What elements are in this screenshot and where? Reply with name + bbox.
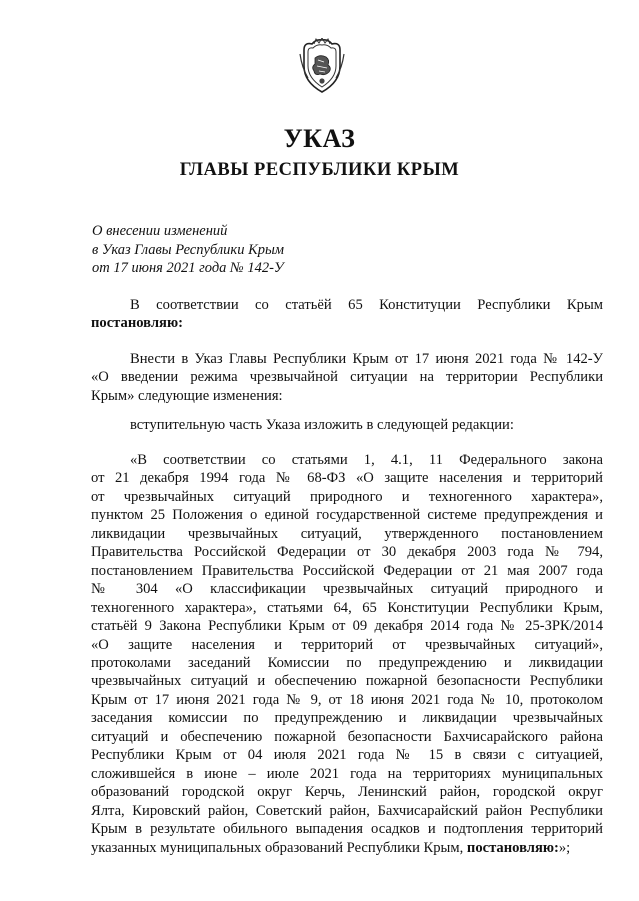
quote-line: от чрезвычайных ситуаций природного и техногенного характера», bbox=[91, 488, 603, 505]
subject-line: О внесении изменений bbox=[92, 223, 228, 239]
preamble-line: В соответствии со статьёй 65 Конституции Республики Крым bbox=[130, 297, 603, 313]
amendment-line: Внести в Указ Главы Республики Крым от 17 июня 2021 года № 142-У bbox=[130, 351, 603, 367]
quote-line: статьёй 9 Закона Республики Крым от 09 декабря 2014 года № 25-ЗРК/2014 bbox=[91, 618, 603, 635]
quote-line: «О защите населения и территорий от чрезвычайных ситуаций», bbox=[91, 636, 603, 653]
quote-line: от 21 декабря 1994 года № 68-ФЗ «О защите населения и территорий bbox=[91, 470, 603, 487]
coat-of-arms-emblem bbox=[298, 38, 346, 94]
quote-line: протоколами заседаний Комиссии по предупреждению и ликвидации bbox=[91, 654, 603, 671]
quote-line: Правительства Российской Федерации от 30 декабря 2003 года № 794, bbox=[91, 544, 603, 561]
quote-line: № 304 «О классификации чрезвычайных ситуаций природного и bbox=[91, 581, 603, 598]
quote-line: ликвидации чрезвычайных ситуаций, утвержденного постановлением bbox=[91, 525, 603, 542]
intro-paragraph bbox=[91, 416, 603, 434]
document-subtitle: ГЛАВЫ РЕСПУБЛИКИ КРЫМ bbox=[179, 160, 460, 180]
quote-line: Республики Крым от 04 июля 2021 года № 15 в связи с ситуацией, bbox=[91, 747, 603, 764]
quote-line: Крым в результате обильного выпадения осадков и подтопления территорий bbox=[91, 821, 603, 838]
quote-line: «В соответствии со статьями 1, 4.1, 11 Федерального закона bbox=[130, 452, 603, 468]
quote-line: ситуаций и обеспечению пожарной безопасности Бахчисарайского района bbox=[91, 728, 603, 745]
decree-word: постановляю: bbox=[91, 315, 183, 332]
quote-line: сложившейся в июне – июле 2021 года на территориях муниципальных bbox=[91, 765, 603, 782]
quote-line: техногенного характера», статьями 64, 65 Конституции Республики Крым, bbox=[91, 599, 603, 616]
subject-line: от 17 июня 2021 года № 142-У bbox=[92, 260, 284, 277]
quote-line: постановлением Правительства Российской Федерации от 21 мая 2007 года bbox=[91, 562, 603, 579]
quote-closing: »; bbox=[558, 839, 571, 856]
preamble-paragraph bbox=[91, 296, 603, 333]
quote-line bbox=[91, 839, 603, 857]
amendment-paragraph bbox=[91, 350, 603, 405]
quote-line: заседания комиссии по предупреждению и ликвидации чрезвычайных bbox=[91, 710, 603, 727]
quote-last-text: указанных муниципальных образований Республики Крым, bbox=[91, 839, 467, 856]
preamble-line bbox=[91, 314, 603, 332]
quote-line: образований городской округ Керчь, Ленинский район, городской округ bbox=[91, 784, 603, 801]
quote-line: пунктом 25 Положения о единой государственной системе предупреждения и bbox=[91, 507, 603, 524]
intro-line: вступительную часть Указа изложить в следующей редакции: bbox=[130, 417, 514, 433]
document-title: УКАЗ bbox=[283, 124, 356, 153]
subject-line: в Указ Главы Республики Крым bbox=[92, 241, 285, 258]
amendment-line: «О введении режима чрезвычайной ситуации на территории Республики bbox=[91, 369, 603, 386]
quote-line: Крым от 17 июня 2021 года № 9, от 18 июня 2021 года № 10, протоколом bbox=[91, 691, 603, 708]
decree-word: постановляю: bbox=[466, 839, 559, 856]
quote-line: Ялта, Кировский район, Советский район, Бахчисарайский район Республики bbox=[91, 802, 603, 819]
document-subject bbox=[92, 222, 284, 278]
amendment-line: Крым» следующие изменения: bbox=[91, 387, 283, 404]
quoted-preamble-paragraph bbox=[91, 451, 603, 857]
quote-line: чрезвычайных ситуаций и обеспечению пожарной безопасности Республики bbox=[91, 673, 603, 690]
